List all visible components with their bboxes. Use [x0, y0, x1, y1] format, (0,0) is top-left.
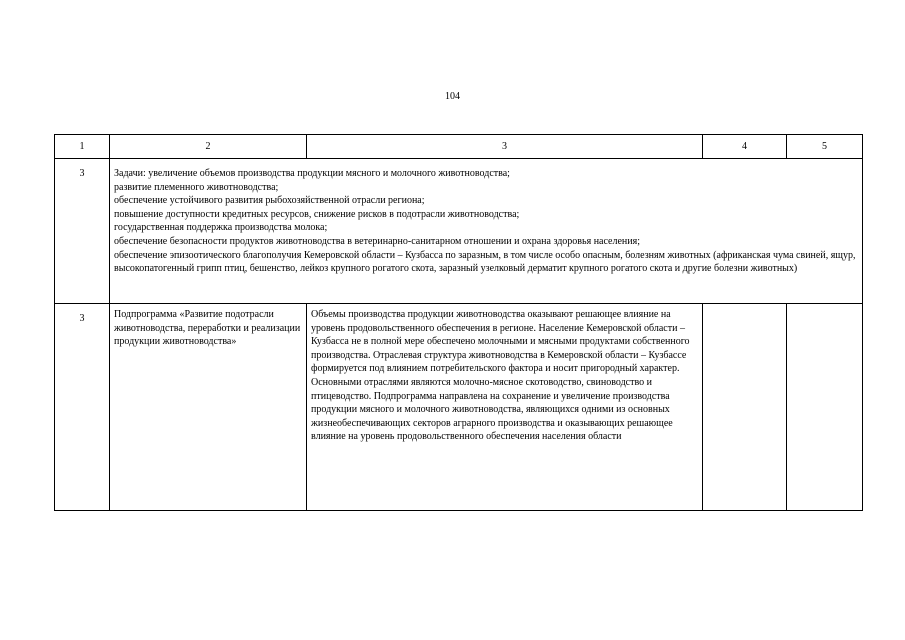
subprogram-name: Подпрограмма «Развитие подотрасли животноводства, переработки и реализации продукции животноводства»: [110, 304, 307, 511]
tasks-cell: [110, 159, 863, 304]
subprogram-description: Объемы производства продукции животноводства оказывают решающее влияние на уровень продовольственного обеспечения в регионе. Население Кемеровской области – Кузбасса не в полной мере обеспечено молочными и мясными продуктами собственного производства. Отраслевая структура животноводства в Кемеровской области – Кузбассе формируется под влиянием потребительского фактора и носит пригородный характер. Основными отраслями являются молочно-мясное скотоводство, свиноводство и птицеводство. Подпрограмма направлена на сохранение и увеличение производства продукции мясного и молочного животноводства, являющихся одними из основных жизнеобеспечивающих секторов аграрного производства и оказывающих решающее влияние на уровень продовольственного обеспечения населения области: [307, 304, 703, 511]
subprogram-col-5: [787, 304, 863, 511]
page-number: 104: [445, 91, 460, 102]
task-line: обеспечение устойчивого развития рыбохозяйственной отрасли региона;: [114, 195, 425, 207]
task-line: Задачи: увеличение объемов производства продукции мясного и молочного животноводства;: [114, 168, 510, 179]
table-row-subprogram: [55, 304, 863, 511]
header-col-2: 2: [110, 135, 307, 159]
header-col-4: 4: [703, 135, 787, 159]
header-col-3: 3: [307, 135, 703, 159]
task-line: повышение доступности кредитных ресурсов, снижение рисков в подотрасли животноводства;: [114, 208, 520, 220]
task-line: развитие племенного животноводства;: [114, 181, 279, 193]
row-number: 3: [55, 304, 110, 511]
task-line: обеспечение безопасности продуктов животноводства в ветеринарно-санитарном отношении и охрана здоровья населения;: [114, 235, 640, 247]
header-col-1: 1: [55, 135, 110, 159]
program-table: [54, 134, 863, 511]
header-col-5: 5: [787, 135, 863, 159]
table-header-row: [55, 135, 863, 159]
table-row-tasks: [55, 159, 863, 304]
row-number: 3: [55, 159, 110, 304]
task-line: государственная поддержка производства молока;: [114, 222, 328, 234]
task-line: обеспечение эпизоотического благополучия Кемеровской области – Кузбасса по заразным, в том числе особо опасным, болезням животных (африканская чума свиней, ящур, высокопатогенный грипп птиц, бешенство, лейкоз крупного рогатого скота, заразный узелковый дерматит крупного рогатого скота и другие болезни животных): [114, 249, 856, 275]
subprogram-col-4: [703, 304, 787, 511]
